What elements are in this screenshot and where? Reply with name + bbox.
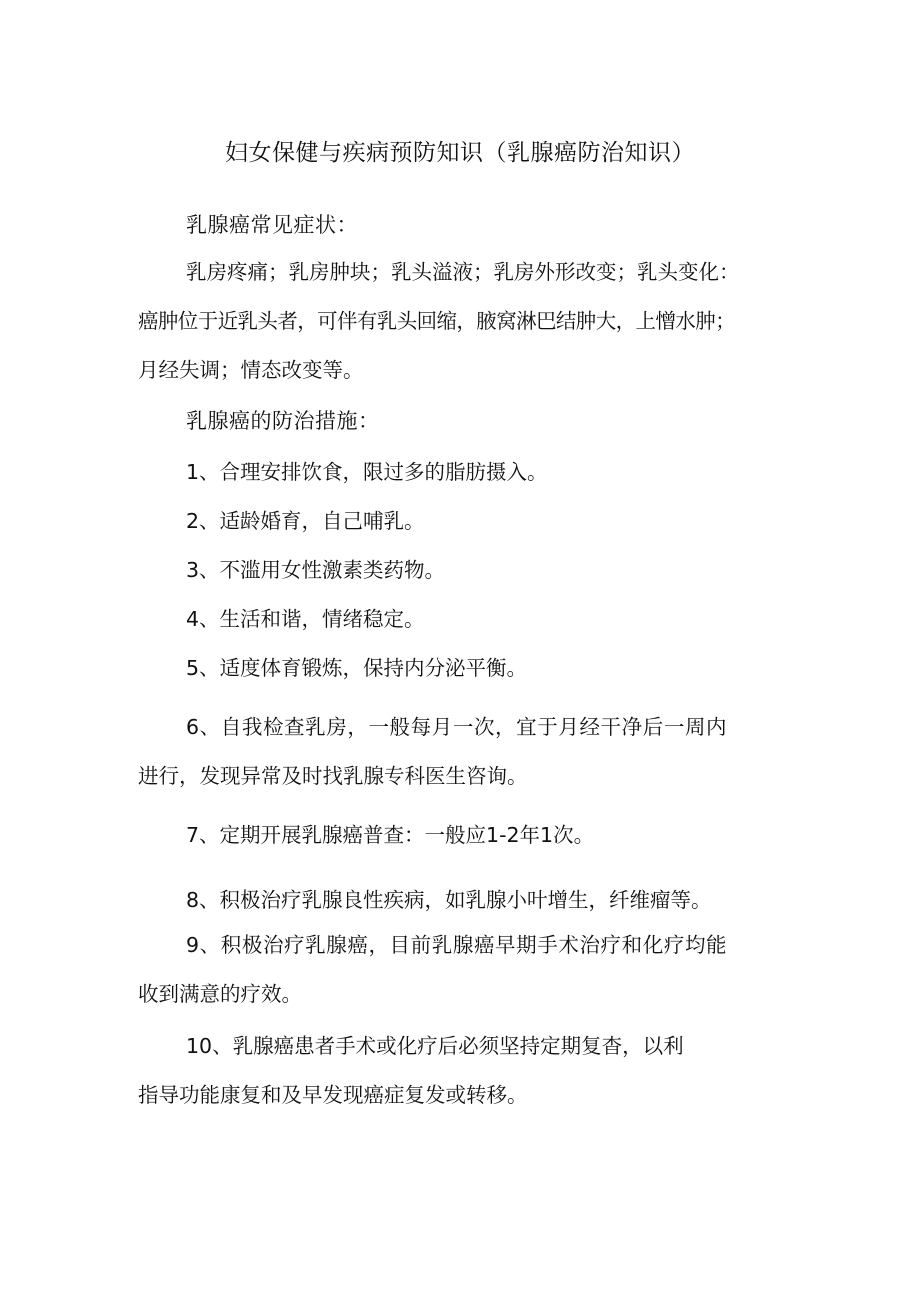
measures-heading: 乳腺癌的防治措施： — [186, 409, 380, 433]
measure-line: 10、乳腺癌患者手术或化疗后必须坚持定期复杳，以利 — [186, 1034, 684, 1058]
symptoms-line: 乳房疼痛；乳房肿块；乳头溢液；乳房外形改变；乳头变化： — [186, 260, 740, 284]
document-title: 妇女保健与疾病预防知识（乳腺癌防治知识） — [225, 140, 695, 166]
measure-line: 6、自我检查乳房，一般每月一次，宜于月经干净后一周内 — [186, 715, 728, 739]
symptoms-heading: 乳腺癌常见症状： — [186, 213, 358, 237]
measure-item-9 — [138, 921, 788, 1019]
measure-line: 进行，发现异常及时找乳腺专科医生咨询。 — [138, 764, 528, 788]
measure-item-6 — [138, 703, 788, 801]
measure-item: 2、适龄婚育，自己哺乳。 — [186, 509, 425, 533]
symptoms-paragraph — [138, 248, 788, 395]
measure-item-10 — [138, 1022, 788, 1120]
measure-line: 收到满意的疗效。 — [138, 982, 302, 1006]
measure-line: 9、积极治疗乳腺癌，目前乳腺癌早期手术治疗和化疗均能 — [186, 933, 728, 957]
measure-item: 3、不滥用女性激素类药物。 — [186, 558, 446, 582]
measure-item: 1、合理安排饮食，限过多的脂肪摄入。 — [186, 460, 548, 484]
symptoms-line: 月经失调；情态改变等。 — [138, 358, 364, 382]
measure-item-8: 8、积极治疗乳腺良性疾病，如乳腺小叶增生，纤维瘤等。 — [186, 888, 712, 912]
measure-item: 4、生活和谐，情绪稳定。 — [186, 607, 425, 631]
measure-line: 指导功能康复和及早发现癌症复发或转移。 — [138, 1083, 528, 1107]
measure-item: 5、适度体育锻炼，保持内分泌平衡。 — [186, 656, 528, 680]
symptoms-line: 癌肿位于近乳头者，可伴有乳头回缩，腋窝淋巴结肿大，上憎水肿； — [138, 309, 735, 333]
measure-item-7: 7、定期开展乳腺癌普查：一般应1-2年1次。 — [186, 823, 595, 847]
